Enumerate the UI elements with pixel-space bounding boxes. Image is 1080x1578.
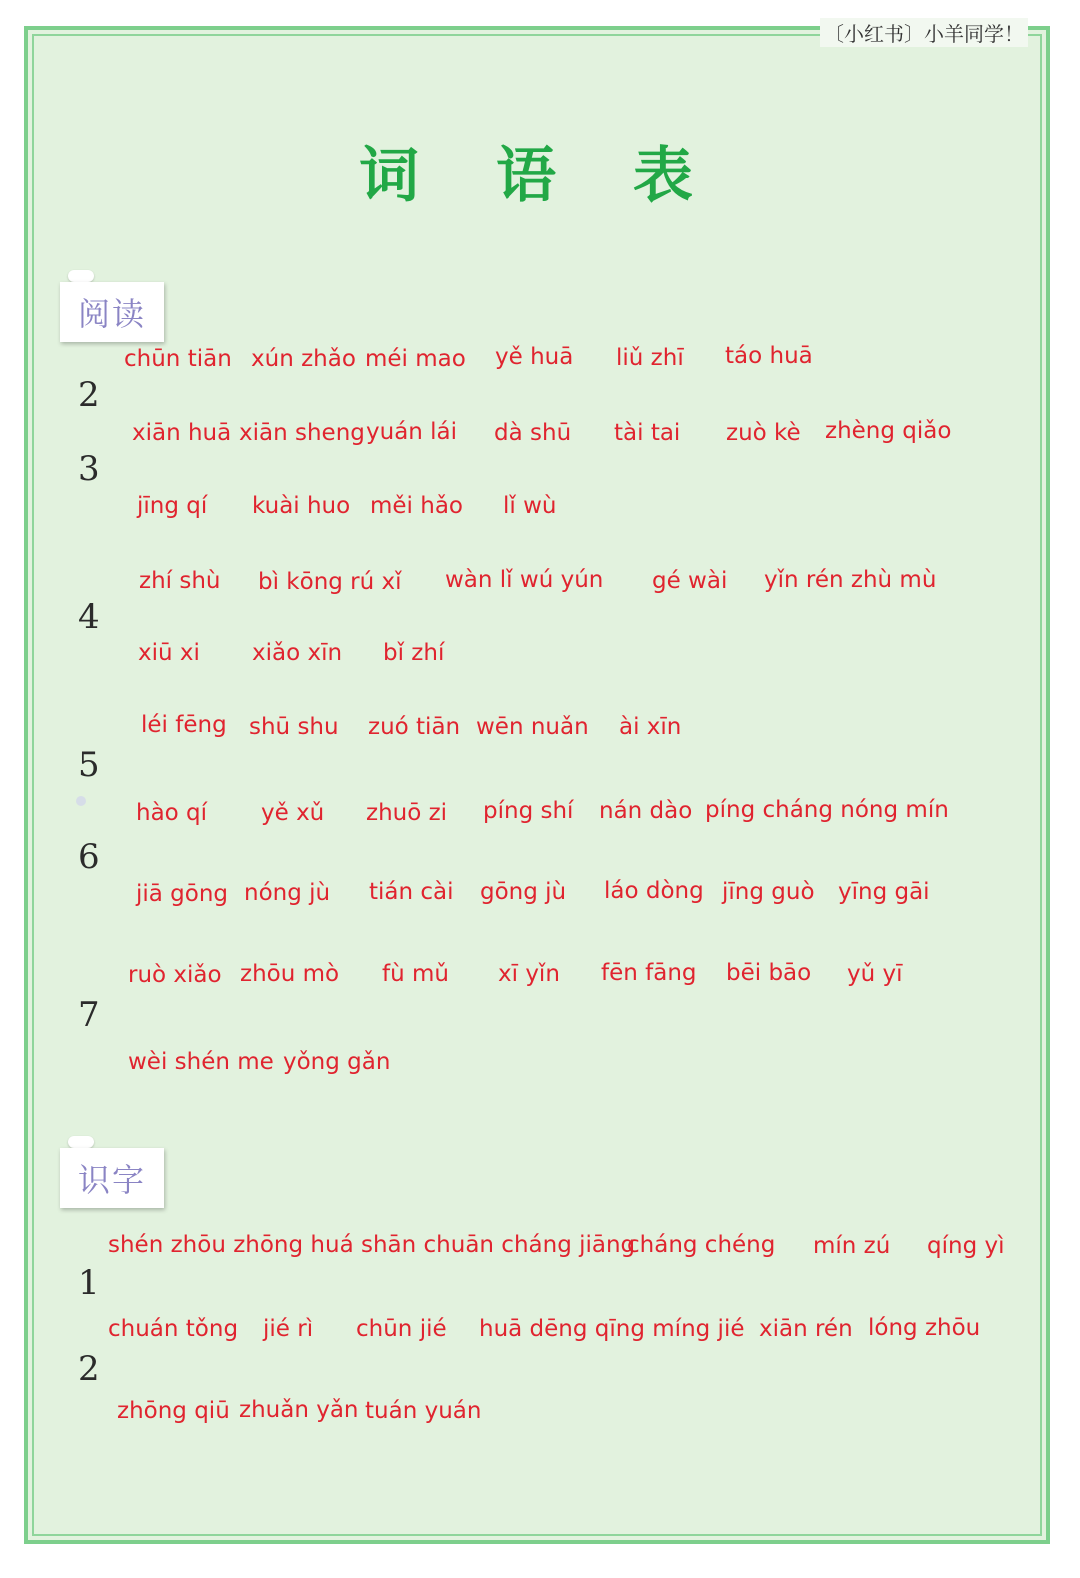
pinyin-word: zhōu mò <box>240 961 340 987</box>
pinyin-word: fù mǔ <box>382 961 449 987</box>
pinyin-word: nóng jù <box>244 880 331 906</box>
pinyin-word: táo huā <box>725 343 813 369</box>
pinyin-word: zhuǎn yǎn <box>239 1397 359 1423</box>
pinyin-word: wēn nuǎn <box>476 714 589 740</box>
pinyin-word: xiān huā <box>132 420 232 446</box>
pinyin-word: jīng qí <box>137 493 208 519</box>
pinyin-word: shū shu <box>249 714 339 740</box>
pinyin-word: tuán yuán <box>365 1398 482 1424</box>
pinyin-word: yǔ yī <box>847 961 903 987</box>
pinyin-word: yīng gāi <box>838 879 930 905</box>
pinyin-word: yě huā <box>495 344 574 370</box>
pinyin-word: zuò kè <box>726 420 801 446</box>
pinyin-word: méi mao <box>365 346 466 372</box>
pinyin-word: yǒng gǎn <box>283 1049 391 1075</box>
pinyin-word: bēi bāo <box>726 960 812 986</box>
pinyin-word: yě xǔ <box>261 800 325 826</box>
watermark: 〔小红书〕小羊同学！ <box>820 18 1028 47</box>
pinyin-word: ài xīn <box>619 714 682 740</box>
pinyin-word: yuán lái <box>366 419 458 445</box>
pinyin-word: zhí shù <box>139 568 221 594</box>
pinyin-word: bǐ zhí <box>383 640 445 666</box>
pinyin-word: jié rì <box>263 1316 314 1342</box>
lesson-number: 5 <box>78 745 100 785</box>
pinyin-word: cháng chéng <box>627 1232 776 1258</box>
pinyin-word: xiān rén <box>759 1316 853 1342</box>
lesson-number: 1 <box>78 1263 100 1303</box>
lesson-number: 6 <box>78 837 100 877</box>
pinyin-word: xiān sheng <box>239 420 365 446</box>
pinyin-word: fēn fāng <box>601 960 697 986</box>
pinyin-word: tài tai <box>614 420 681 446</box>
pinyin-word: měi hǎo <box>370 493 463 519</box>
pinyin-word: léi fēng <box>141 712 227 738</box>
pinyin-word: kuài huo <box>252 493 351 519</box>
lesson-number: 3 <box>78 449 100 489</box>
pinyin-word: zuó tiān <box>368 714 461 740</box>
pinyin-word: nán dào <box>599 798 693 824</box>
pinyin-word: wèi shén me <box>128 1049 274 1075</box>
pinyin-word: jiā gōng <box>136 881 229 907</box>
lesson-number: 2 <box>78 375 100 415</box>
tab-pin-icon <box>68 270 94 282</box>
pinyin-word: bì kōng rú xǐ <box>258 569 402 595</box>
tab-pin-icon <box>68 1136 94 1148</box>
pinyin-word: xún zhǎo <box>251 346 356 372</box>
pinyin-word: píng shí <box>483 798 574 824</box>
section-tab-literacy: 识字 <box>60 1148 164 1208</box>
pinyin-word: mín zú <box>813 1233 891 1259</box>
lesson-number: 7 <box>78 995 100 1035</box>
pinyin-word: lóng zhōu <box>868 1315 981 1341</box>
pinyin-word: jīng guò <box>722 879 815 905</box>
pinyin-word: xiǎo xīn <box>252 640 343 666</box>
pinyin-word: qíng yì <box>927 1233 1005 1259</box>
pinyin-word: zhuō zi <box>366 800 448 826</box>
pinyin-word: zhōng qiū <box>117 1398 230 1424</box>
pinyin-word: shén zhōu zhōng huá shān chuān cháng jiāng <box>108 1232 636 1258</box>
pinyin-word: yǐn rén zhù mù <box>764 567 937 593</box>
pinyin-word: chūn tiān <box>124 346 232 372</box>
pinyin-word: píng cháng nóng mín <box>705 797 949 823</box>
section-tab-reading: 阅读 <box>60 282 164 342</box>
page-frame-inner-border <box>32 34 1042 1536</box>
pinyin-word: chuán tǒng <box>108 1316 239 1342</box>
pinyin-word: dà shū <box>494 420 572 446</box>
pinyin-word: chūn jié <box>356 1316 447 1342</box>
pinyin-word: gōng jù <box>480 879 567 905</box>
decorative-dot-icon <box>76 796 86 806</box>
pinyin-word: huā dēng qīng míng jié <box>479 1316 745 1342</box>
pinyin-word: hào qí <box>136 800 208 826</box>
pinyin-word: tián cài <box>369 879 454 905</box>
pinyin-word: láo dòng <box>604 878 704 904</box>
page-title: 词 语 表 <box>359 141 721 211</box>
pinyin-word: liǔ zhī <box>616 345 684 371</box>
pinyin-word: gé wài <box>652 568 728 594</box>
pinyin-word: wàn lǐ wú yún <box>445 567 604 593</box>
lesson-number: 2 <box>78 1349 100 1389</box>
pinyin-word: zhèng qiǎo <box>825 418 952 444</box>
pinyin-word: xī yǐn <box>498 961 560 987</box>
pinyin-word: lǐ wù <box>503 493 557 519</box>
pinyin-word: ruò xiǎo <box>128 962 222 988</box>
pinyin-word: xiū xi <box>138 640 200 666</box>
lesson-number: 4 <box>78 597 100 637</box>
